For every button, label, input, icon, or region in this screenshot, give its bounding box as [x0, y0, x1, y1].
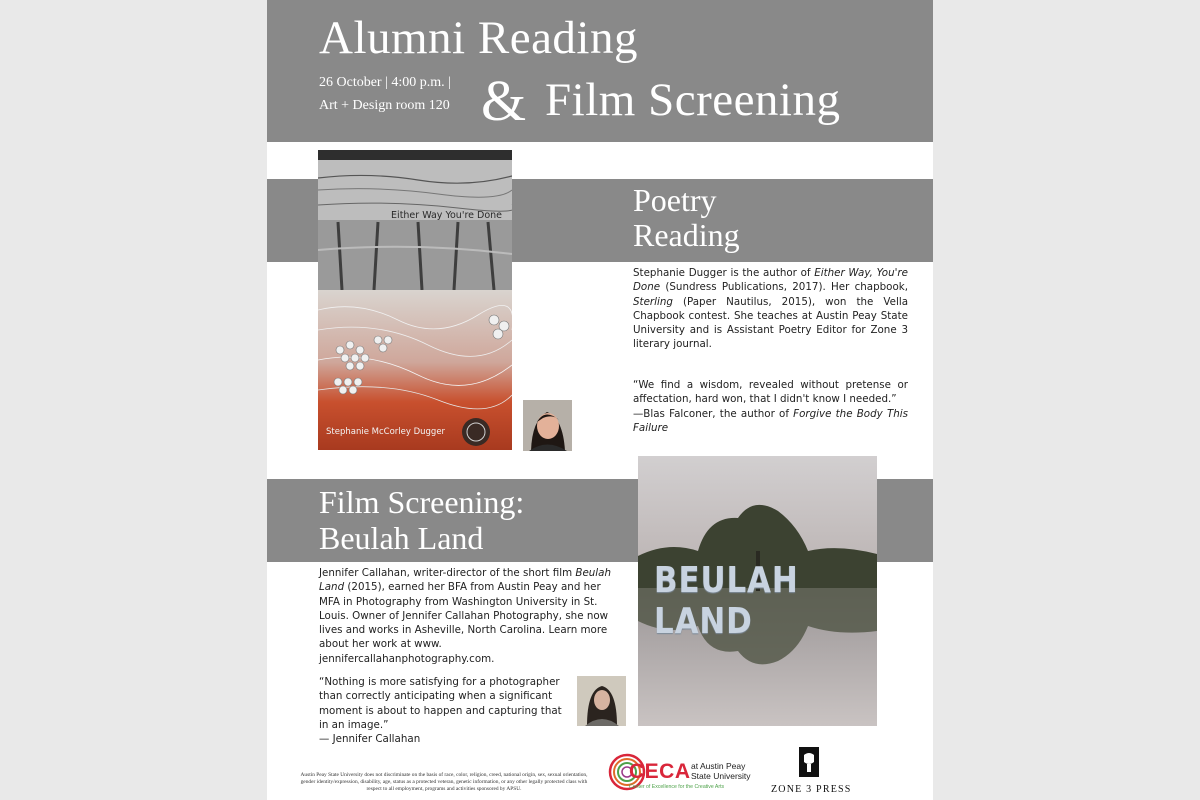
- film-bio: [319, 566, 619, 666]
- director-portrait: [577, 676, 626, 726]
- poetry-bio-part2: (Sundress Publications, 2017). Her chapbook,: [660, 281, 908, 294]
- poet-portrait: [523, 400, 572, 451]
- film-quote: [319, 675, 574, 746]
- ceca-sub-line2: State University: [691, 771, 751, 781]
- poet-portrait-image: [523, 400, 572, 451]
- book-cover-art: [318, 150, 512, 450]
- film-bio-film-title: Beulah Land: [319, 567, 611, 594]
- title-ampersand: &: [481, 68, 527, 133]
- flyer-page: [267, 0, 933, 800]
- film-bio-part2: (2015), earned her BFA from Austin Peay and her MFA in Photography from Washington University in St. Louis. Owner of Jennifer Callahan Photography, she now lives and works in Asheville, North Carolina. Learn more about her work at www. jennifercallahanphotography.com.: [319, 581, 609, 665]
- poetry-bio: [633, 266, 908, 352]
- poetry-bio-book-title: Either Way, You're Done: [633, 267, 908, 294]
- film-bio-part1: Jennifer Callahan, writer-director of the short film: [319, 567, 576, 579]
- zone3-wordmark: ZONE 3 PRESS: [771, 784, 852, 795]
- film-poster-title: BEULAH LAND: [654, 560, 799, 642]
- director-portrait-image: [577, 676, 626, 726]
- poetry-bio-chapbook-title: Sterling: [633, 295, 673, 308]
- poetry-heading-line2: Reading: [633, 217, 740, 253]
- ceca-tagline: Center of Excellence for the Creative Arts: [629, 784, 725, 790]
- title-line2: Film Screening: [545, 74, 841, 126]
- poetry-quote-text: “We find a wisdom, revealed without pretense or affectation, hard won, that I didn't know I needed.”: [633, 379, 908, 406]
- event-date-time: 26 October | 4:00 p.m. |: [319, 75, 451, 90]
- ceca-sub-line1: at Austin Peay: [691, 761, 746, 771]
- book-cover: [318, 150, 512, 450]
- film-quote-text: “Nothing is more satisfying for a photographer than correctly anticipating when a significant moment is about to happen and capturing that in an image.”: [319, 676, 562, 731]
- poetry-bio-part1: Stephanie Dugger is the author of: [633, 267, 815, 279]
- event-location: Art + Design room 120: [319, 98, 450, 113]
- film-heading-line2: Beulah Land: [319, 520, 484, 556]
- poetry-quote-attribution-title: Forgive the Body This Failure: [633, 407, 908, 434]
- poetry-quote-attribution: —Blas Falconer, the author of: [633, 407, 794, 420]
- ceca-logo: [607, 750, 757, 796]
- poetry-quote: [633, 378, 908, 435]
- film-poster: [638, 456, 877, 726]
- zone3-logo: [769, 744, 852, 798]
- poetry-heading-line1: Poetry: [633, 182, 717, 218]
- film-quote-attribution: — Jennifer Callahan: [319, 733, 421, 746]
- book-cover-title: Either Way You're Done: [391, 210, 502, 221]
- film-heading-line1: Film Screening:: [319, 484, 525, 520]
- book-cover-author: Stephanie McCorley Dugger: [326, 427, 446, 437]
- nondiscrimination-statement: Austin Peay State University does not discriminate on the basis of race, color, religion, creed, national origin, sex, sexual orientation, gender identity/expression, disability, age, status as a protected veteran, genetic information, or any other legally protected class with respect to all employment, programs and activities sponsored by APSU.: [300, 772, 588, 792]
- ceca-wordmark: CECA: [629, 760, 691, 783]
- zone3-press-icon: [798, 746, 820, 778]
- poetry-bio-part3: (Paper Nautilus, 2015), won the Vella Chapbook contest. She teaches at Austin Peay State University and is Assistant Poetry Editor for Zone 3 literary journal.: [633, 295, 908, 351]
- title-line1: Alumni Reading: [319, 12, 638, 64]
